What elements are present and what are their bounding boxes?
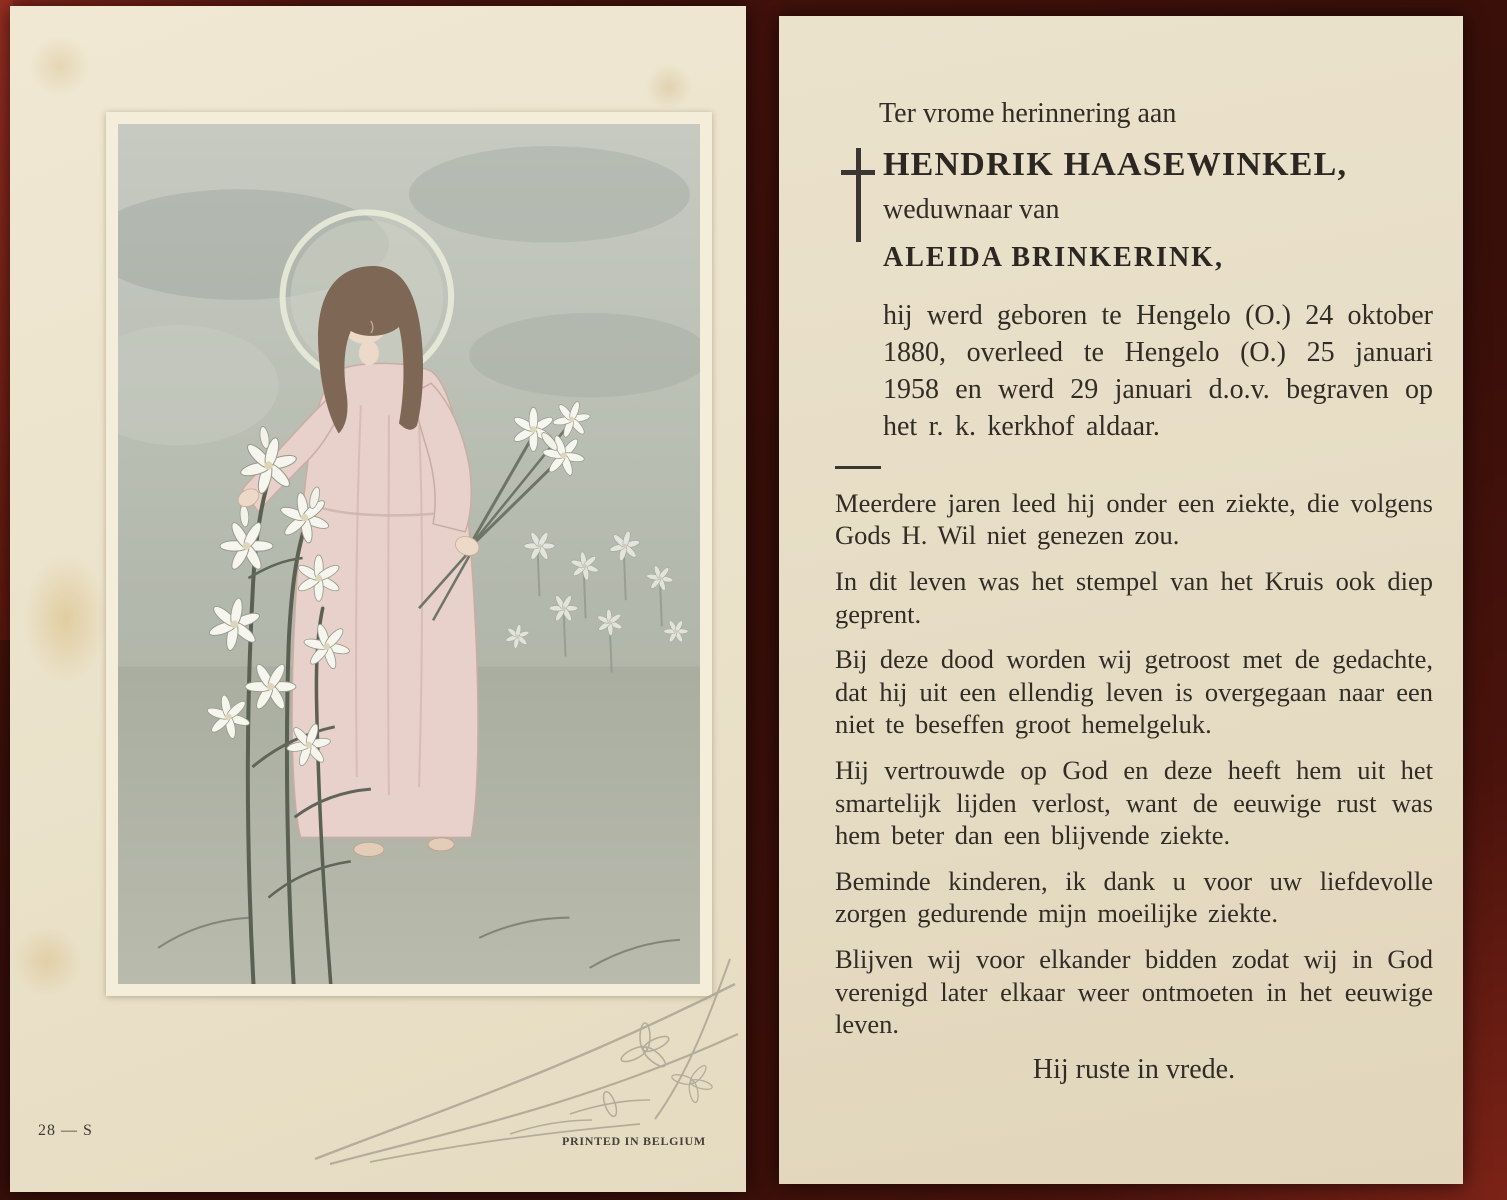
deceased-name: HENDRIK HAASEWINKEL, <box>883 146 1348 183</box>
memorial-paragraph: Bij deze dood worden wij getroost met de gedachte, dat hij uit een ellendig leven is overgegaan naar een niet te beseffen groot hemelgeluk. <box>835 644 1433 740</box>
printer-mark: PRINTED IN BELGIUM <box>562 1134 706 1148</box>
memorial-paragraph: Hij vertrouwde op God en deze heeft hem uit het smartelijk lijden verlost, want de eeuwige rust was hem beter dan een blijvende ziekte. <box>835 754 1433 851</box>
intro-line: Ter vrome herinnering aan <box>879 98 1177 129</box>
memorial-text-card <box>779 16 1463 1184</box>
age-stain <box>24 554 108 684</box>
relation-line: weduwnaar van <box>883 194 1060 225</box>
biography-paragraph: hij werd geboren te Hengelo (O.) 24 oktober 1880, overleed te Hengelo (O.) 25 januari 1958 en werd 29 januari d.o.v. begraven op het r. k. kerkhof aldaar. <box>883 300 1433 442</box>
memorial-body <box>835 487 1433 1041</box>
closing-line: Hij ruste in vrede. <box>1032 1053 1236 1085</box>
age-stain <box>646 64 692 110</box>
divider-rule <box>835 466 881 469</box>
illustration-mat <box>106 112 712 996</box>
plate-number: 28 — S <box>38 1122 93 1139</box>
cross-icon <box>841 148 875 242</box>
name-row <box>883 146 1433 184</box>
age-stain <box>12 926 82 996</box>
holy-card-illustration <box>118 124 700 984</box>
spouse-name: ALEIDA BRINKERINK, <box>883 242 1224 273</box>
memorial-text-column <box>779 16 1463 1184</box>
memorial-paragraph: Beminde kinderen, ik dank u voor uw liefdevolle zorgen gedurende mijn moeilijke ziekte. <box>835 865 1433 929</box>
memorial-paragraph: In dit leven was het stempel van het Kruis ook diep geprent. <box>835 566 1433 629</box>
age-stain <box>30 36 90 96</box>
memorial-paragraph: Meerdere jaren leed hij onder een ziekte, die volgens Gods H. Wil niet genezen zou. <box>835 487 1433 551</box>
holy-picture-card <box>10 6 746 1192</box>
memorial-paragraph: Blijven wij voor elkander bidden zodat wij in God verenigd later elkaar weer ontmoeten in het eeuwige leven. <box>835 943 1433 1040</box>
